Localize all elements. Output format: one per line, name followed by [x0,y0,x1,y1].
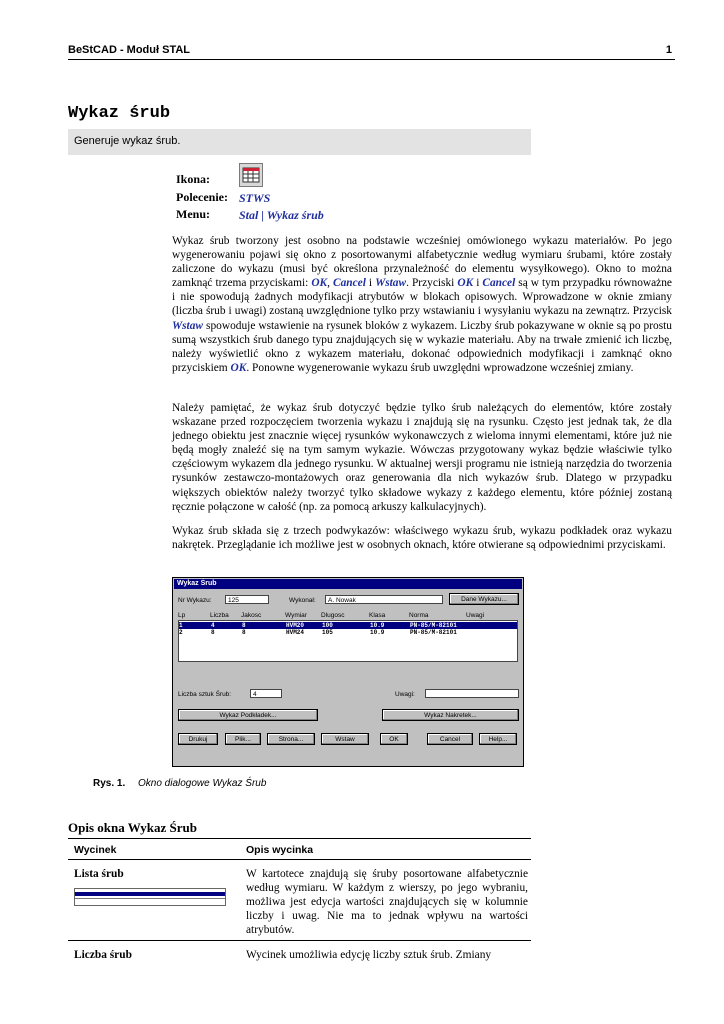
summary-text: Generuje wykaz śrub. [74,135,181,147]
list-cell: 10.9 [370,629,385,636]
list-cell: 1 [179,622,183,629]
dialog-button-ok[interactable]: OK [380,733,408,745]
keyword: Wstaw [172,319,204,332]
text-run: . Przyciski [406,277,458,290]
text-run: Wykaz śrub tworzony jest osobno na podstawie wcześniej omówionego wykazu materiałów. Po jego wygenerowaniu pojawi się okno z posortowanymi alfabetycznie według wymiaru śrubami, które zostały zaliczone do wykazu (musi być określona przynależność do elementu wysyłkowego). Okno to można zamknąć trzema przyciskami: [172,235,672,290]
liczba-field[interactable]: 4 [250,689,282,698]
row-1-desc: W kartotece znajdują się śruby posortowane alfabetycznie według wymiaru. W każdym z wierszy, po jego wybraniu, możliwa jest edycja wartości znajdujących się w kolumnie liczby i uwag. Nie ma to jednak wpływu na wartości atrybutów. [246,868,528,937]
keyword: OK [230,361,247,374]
page-title: Wykaz śrub [68,104,171,123]
bolt-list-thumbnail [74,888,226,906]
text-run: , [327,277,333,290]
figure-caption [93,778,267,789]
bolt-list-dialog [172,577,524,767]
row-1-name: Lista śrub [74,868,124,880]
list-cell: PN-85/M-82101 [410,629,457,636]
paragraph-3: Wykaz śrub składa się z trzech podwykazów: właściwego wykazu śrub, wykazu podkładek oraz wykazu nakrętek. Przeglądanie ich możliwe jest w osobnych oknach, które otwierane są odpowiednimi przyciskami. [172,525,672,552]
keyword: Wstaw [375,277,407,290]
dialog-button-drukuj[interactable]: Drukuj [178,733,218,745]
list-column-header: Uwagi [466,612,485,619]
list-row[interactable] [179,622,517,629]
keyword: Cancel [482,277,516,290]
uwagi-field[interactable] [425,689,519,698]
list-cell: 4 [211,622,215,629]
dialog-title: Wykaz Śrub [174,579,522,589]
wykonal-label: Wykonał: [289,597,316,604]
nr-label: Nr Wykazu: [178,597,212,604]
dane-wykazu-button[interactable]: Dane Wykazu... [449,593,519,605]
list-cell: 8 [211,629,215,636]
list-cell: 2 [179,629,183,636]
row-2-name: Liczba śrub [74,949,132,961]
keyword: OK [457,277,474,290]
page-number: 1 [665,44,672,56]
list-column-header: Norma [409,612,429,619]
dialog-button-cancel[interactable]: Cancel [427,733,473,745]
running-header: BeStCAD - Moduł STAL [68,44,191,56]
nr-field[interactable]: 125 [225,595,269,604]
col-header-1: Wycinek [74,844,117,856]
table-rule [68,940,531,941]
keyword: Cancel [333,277,366,290]
text-run: są w tym przypadku równoważne i nie spowodują żadnych modyfikacji atrybutów w blokach opisowych. Wprowadzone w oknie zmiany (liczba śrub i uwagi) zostaną uwzględnione tylko przy wstawianiu i wysyłaniu wykazu na zewnątrz. Przycisk [172,277,672,318]
list-cell: 8 [242,629,246,636]
podkladek-button[interactable]: Wykaz Podkładek... [178,709,318,721]
paragraph-1 [172,234,672,375]
list-cell: PN-85/M-82101 [410,622,457,629]
text-run: i [473,277,483,290]
dialog-button-strona[interactable]: Strona... [267,733,315,745]
figure-text: Okno dialogowe Wykaz Śrub [138,778,267,789]
dialog-button-wstaw[interactable]: Wstaw [321,733,369,745]
table-rule [68,838,531,839]
section-heading: Opis okna Wykaz Śrub [68,820,197,835]
summary-box [68,129,531,155]
list-column-header: Liczba [210,612,229,619]
dialog-button-help[interactable]: Help... [479,733,517,745]
list-cell: 10.9 [370,622,385,629]
bolt-list-icon [239,163,263,187]
command-value: STWS [239,191,271,205]
header-rule [68,59,675,60]
row-2-desc: Wycinek umożliwia edycję liczby sztuk śrub. Zmiany [246,949,492,961]
list-column-header: Jakosc [241,612,262,619]
paragraph-2: Należy pamiętać, że wykaz śrub dotyczyć będzie tylko śrub należących do elementów, które zostały wskazane przed rozpoczęciem tworzenia wykazu i znajdują się na rysunku. Często jest jednak tak, że dla jednego obiektu jest znacznie więcej rysunków wykonawczych z wieloma innymi elementami, które już nie będą mogły znaleźć się na tym samym wykazie. Wówczas przygotowany wykaz będzie właściwie tylko częściowym wykazem dla jednego rysunku. W aktualnej wersji programu nie istnieją narzędzia do tworzenia rysunków zestawczo-montażowych oraz generowania dla nich wykazów śrub. Dlatego w przypadku większych obiektów należy tworzyć tylko składowe wykazy z każdego elementu, które później zostaną ręcznie połączone w całość (np. za pomocą arkuszy kalkulacyjnych). [172,402,672,513]
list-row[interactable] [179,629,517,636]
list-column-header: Wymiar [285,612,307,619]
keyword: OK [311,277,328,290]
uwagi-label: Uwagi: [395,691,415,698]
wykonal-field[interactable]: A. Nowak [325,595,443,604]
description-table [68,838,531,1024]
figure-number: Rys. 1. [93,778,126,789]
nakretek-button[interactable]: Wykaz Nakretek... [382,709,519,721]
list-cell: 105 [322,629,333,636]
dialog-button-plik[interactable]: Plik... [225,733,261,745]
list-column-header: Lp [178,612,186,619]
command-label: Polecenie: [176,190,228,204]
text-run: . Ponowne wygenerowanie wykazu śrub uwzględni wprowadzone wcześniej zmiany. [246,361,634,374]
list-cell: 100 [322,622,333,629]
bolt-listbox[interactable] [178,620,518,662]
list-cell: HVM20 [286,622,305,629]
liczba-label: Liczba sztuk Śrub: [178,691,232,698]
list-column-header: Klasa [369,612,386,619]
list-cell: 8 [242,622,246,629]
icon-label: Ikona: [176,172,211,186]
menu-value: Stal | Wykaz śrub [239,208,324,222]
table-rule [68,859,531,860]
text-run: i [365,277,376,290]
menu-label: Menu: [176,207,210,221]
col-header-2: Opis wycinka [246,844,314,856]
text-run: spowoduje wstawienie na rysunek bloków z wykazem. Liczby śrub pokazywane w oknie są po prostu sumą wszystkich śrub danego typu znajdujących się w wykazie materiału. Aby na trwałe zmienić ich liczbę, należy wyświetlić okno z wykazem materiału, dokonać odpowiednich modyfikacji i zamknąć okno przyciskiem [172,319,672,374]
list-cell: HVM24 [286,629,305,636]
list-column-header: Dlugosc [321,612,345,619]
